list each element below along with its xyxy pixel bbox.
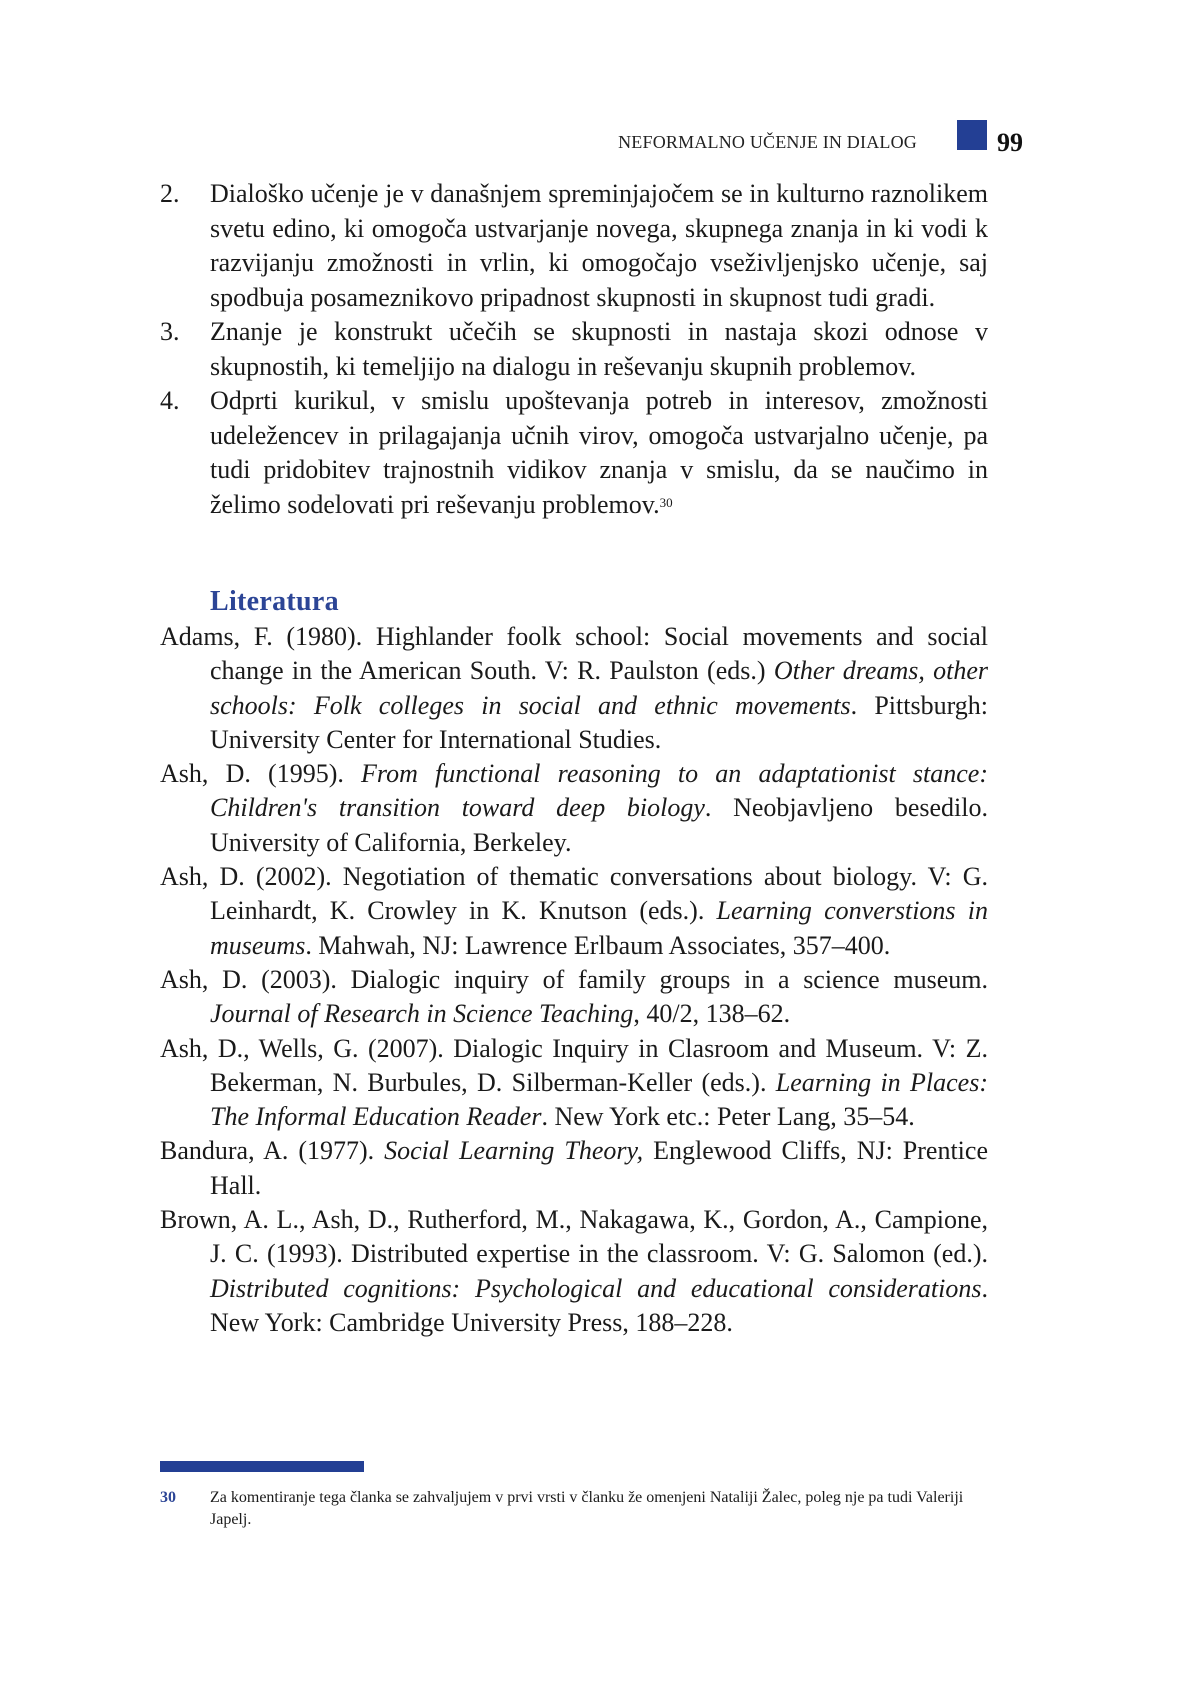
list-text: Dialoško učenje je v današnjem spreminjajočem se in kulturno raznolikem svetu edino, ki omogoča ustvarjanje novega, skupnega znanja in ki vodi k razvijanju zmožnosti in vrlin, ki omogočajo vseživljenjsko učenje, saj spodbuja posameznikovo pripadnost skupnosti in skupnost tudi gradi.	[210, 179, 988, 312]
list-text: Znanje je konstrukt učečih se skupnosti in nastaja skozi odnose v skupnostih, ki temeljijo na dialogu in reševanju skupnih problemov.	[210, 317, 988, 381]
ref-text: Brown, A. L., Ash, D., Rutherford, M., Nakagawa, K., Gordon, A., Campione, J. C. (1993). Distributed expertise in the classroom. V: G. Salomon (ed.).	[160, 1205, 988, 1269]
ref-text: . New York etc.: Peter Lang, 35–54.	[541, 1102, 915, 1132]
reference-entry	[160, 620, 988, 757]
reference-entry	[160, 757, 988, 860]
reference-entry	[160, 1134, 988, 1203]
ref-text: Ash, D. (1995).	[160, 759, 362, 789]
ref-text: Bandura, A. (1977).	[160, 1136, 385, 1166]
ref-title: Learning converstions in museums	[210, 896, 988, 960]
section-heading-literatura: Literatura	[210, 586, 339, 617]
ref-text: Ash, D. (2002). Negotiation of thematic conversations about biology. V: G. Leinhardt, K. Crowley in K. Knutson (eds.).	[160, 862, 988, 926]
ref-text: , 40/2, 138–62.	[633, 999, 791, 1029]
ref-text: Ash, D., Wells, G. (2007). Dialogic Inquiry in Clasroom and Museum. V: Z. Bekerman, N. Burbules, D. Silberman-Keller (eds.).	[160, 1033, 988, 1097]
list-number: 3.	[160, 317, 180, 346]
ref-title: Other dreams, other schools: Folk colleges in social and ethnic movements	[210, 656, 988, 720]
list-number: 4.	[160, 386, 180, 415]
reference-entry	[160, 963, 988, 1032]
ref-title: Journal of Research in Science Teaching	[210, 999, 634, 1029]
ref-text: . Neobjavljeno besedilo. University of California, Berkeley.	[210, 793, 989, 857]
footnote-number: 30	[160, 1489, 176, 1506]
footnote-reference[interactable]: 30	[659, 494, 673, 510]
reference-list	[160, 620, 988, 1340]
reference-entry	[160, 1032, 988, 1135]
running-header	[560, 128, 1023, 158]
list-item	[160, 384, 988, 522]
page-number: 99	[997, 128, 1023, 157]
reference-entry	[160, 860, 988, 963]
list-item	[160, 177, 988, 315]
ref-text: . Pittsburgh: University Center for International Studies.	[210, 690, 988, 754]
reference-entry	[160, 1203, 988, 1340]
header-square-icon	[957, 120, 987, 150]
ref-text: . New York: Cambridge University Press, 188–228.	[210, 1273, 988, 1337]
ref-title: Learning in Places: The Informal Education Reader	[210, 1067, 988, 1132]
list-item	[160, 315, 988, 384]
numbered-list	[160, 177, 988, 522]
ref-title: From functional reasoning to an adaptationist stance: Children's transition toward deep biology	[210, 759, 988, 823]
footnote-text: Za komentiranje tega članka se zahvaljujem v prvi vrsti v članku že omenjeni Nataliji Žalec, poleg nje pa tudi Valeriji Japelj.	[210, 1489, 964, 1528]
ref-title: Distributed cognitions: Psychological and educational considerations	[210, 1273, 982, 1303]
ref-text: Adams, F. (1980). Highlander foolk school: Social movements and social change in the American South. V: R. Paulston (eds.)	[160, 622, 988, 686]
ref-text: Englewood Cliffs, NJ: Prentice Hall.	[210, 1136, 988, 1200]
list-number: 2.	[160, 179, 180, 208]
footnote	[160, 1487, 988, 1531]
running-title: NEFORMALNO UČENJE IN DIALOG	[618, 132, 917, 152]
ref-text: . Mahwah, NJ: Lawrence Erlbaum Associates, 357–400.	[305, 930, 891, 960]
ref-text: Ash, D. (2003). Dialogic inquiry of family groups in a science museum.	[160, 964, 988, 994]
footnote-divider	[160, 1461, 364, 1472]
ref-title: Social Learning Theory,	[384, 1136, 644, 1166]
list-text: Odprti kurikul, v smislu upoštevanja potreb in interesov, zmožnosti udeležencev in prilagajanja učnih virov, omogoča ustvarjalno učenje, pa tudi pridobitev trajnostnih vidikov znanja v smislu, da se naučimo in želimo sodelovati pri reševanju problemov.	[210, 386, 988, 519]
